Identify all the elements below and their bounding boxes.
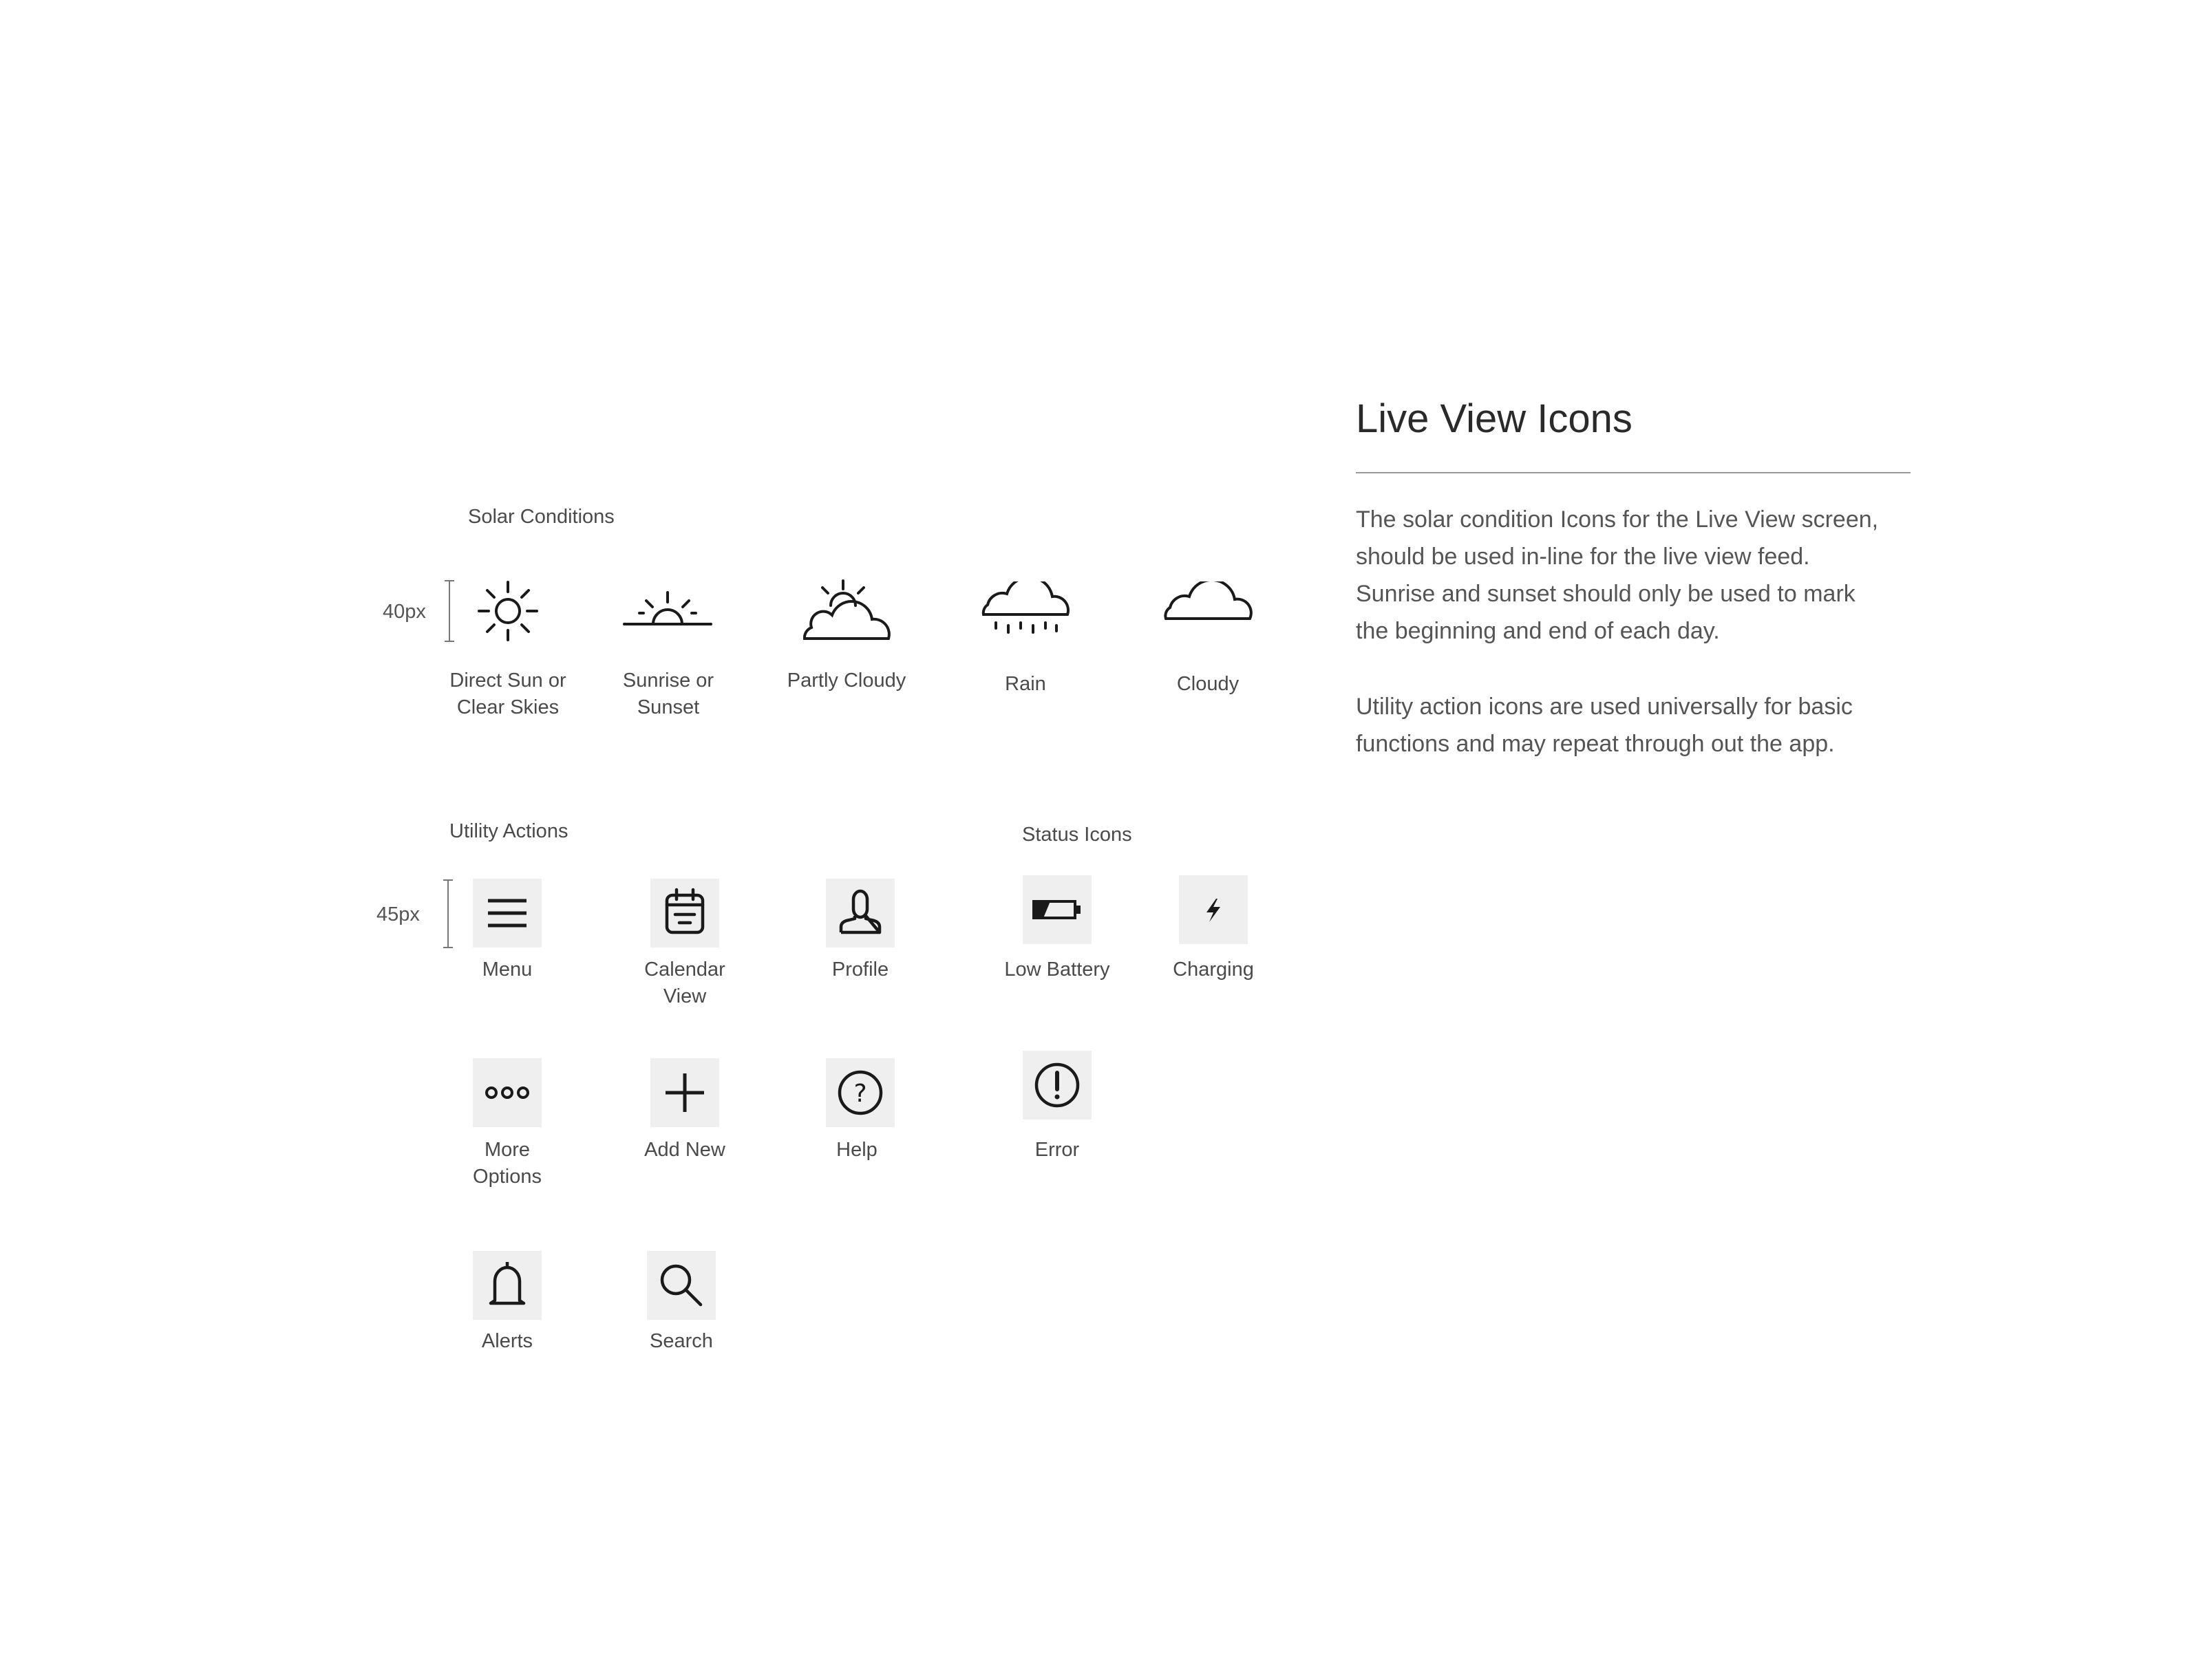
search-caption: Search	[650, 1330, 713, 1352]
sunrise-icon	[623, 588, 712, 630]
description-paragraph-2: Utility action icons are used universally for basic functions and may repeat through out the app.	[1356, 694, 1853, 757]
partly-cloudy-icon	[802, 578, 891, 644]
solar-size-label: 40px	[383, 601, 426, 623]
alerts-caption: Alerts	[481, 1330, 533, 1352]
sunrise-caption: Sunrise or Sunset	[622, 670, 714, 718]
more-options-icon[interactable]	[473, 1058, 542, 1127]
error-caption: Error	[1034, 1139, 1080, 1161]
calendar-icon[interactable]	[650, 879, 719, 948]
low-battery-icon	[1023, 875, 1092, 944]
low-battery-caption: Low Battery	[1004, 959, 1110, 981]
solar-conditions-label: Solar Conditions	[468, 506, 615, 528]
menu-caption: Menu	[482, 959, 533, 981]
calendar-caption: Calendar View	[644, 959, 725, 1007]
svg-text:?: ?	[853, 1080, 867, 1108]
add-icon[interactable]	[650, 1058, 719, 1127]
charging-caption: Charging	[1173, 959, 1254, 981]
profile-icon[interactable]	[826, 879, 895, 948]
menu-icon[interactable]	[473, 879, 542, 948]
description-paragraph-1: The solar condition Icons for the Live View screen, should be used in-line for the live view feed. Sunrise and sunset should only be used to mark the beginning and end of each day.	[1356, 506, 1879, 644]
solar-dimension-marker	[449, 580, 458, 642]
help-icon[interactable]	[826, 1058, 895, 1127]
sun-caption: Direct Sun or Clear Skies	[449, 670, 566, 718]
sun-icon	[475, 578, 541, 644]
charging-icon	[1179, 875, 1248, 944]
more-options-caption: More Options	[473, 1139, 542, 1188]
page-title: Live View Icons	[1356, 396, 1633, 441]
add-new-caption: Add New	[644, 1139, 725, 1161]
title-divider	[1356, 472, 1911, 473]
utility-actions-label: Utility Actions	[449, 820, 568, 842]
rain-caption: Rain	[1005, 673, 1046, 695]
help-caption: Help	[836, 1139, 878, 1161]
cloudy-icon	[1163, 581, 1253, 623]
profile-caption: Profile	[831, 959, 889, 981]
bell-icon[interactable]	[473, 1251, 542, 1320]
utility-dimension-marker	[447, 879, 457, 948]
partly-cloudy-caption: Partly Cloudy	[787, 670, 906, 692]
utility-size-label: 45px	[376, 903, 420, 925]
rain-icon	[981, 581, 1070, 643]
error-icon	[1023, 1051, 1092, 1120]
status-icons-label: Status Icons	[1022, 824, 1132, 846]
cloudy-caption: Cloudy	[1176, 673, 1240, 695]
search-icon[interactable]	[647, 1251, 716, 1320]
